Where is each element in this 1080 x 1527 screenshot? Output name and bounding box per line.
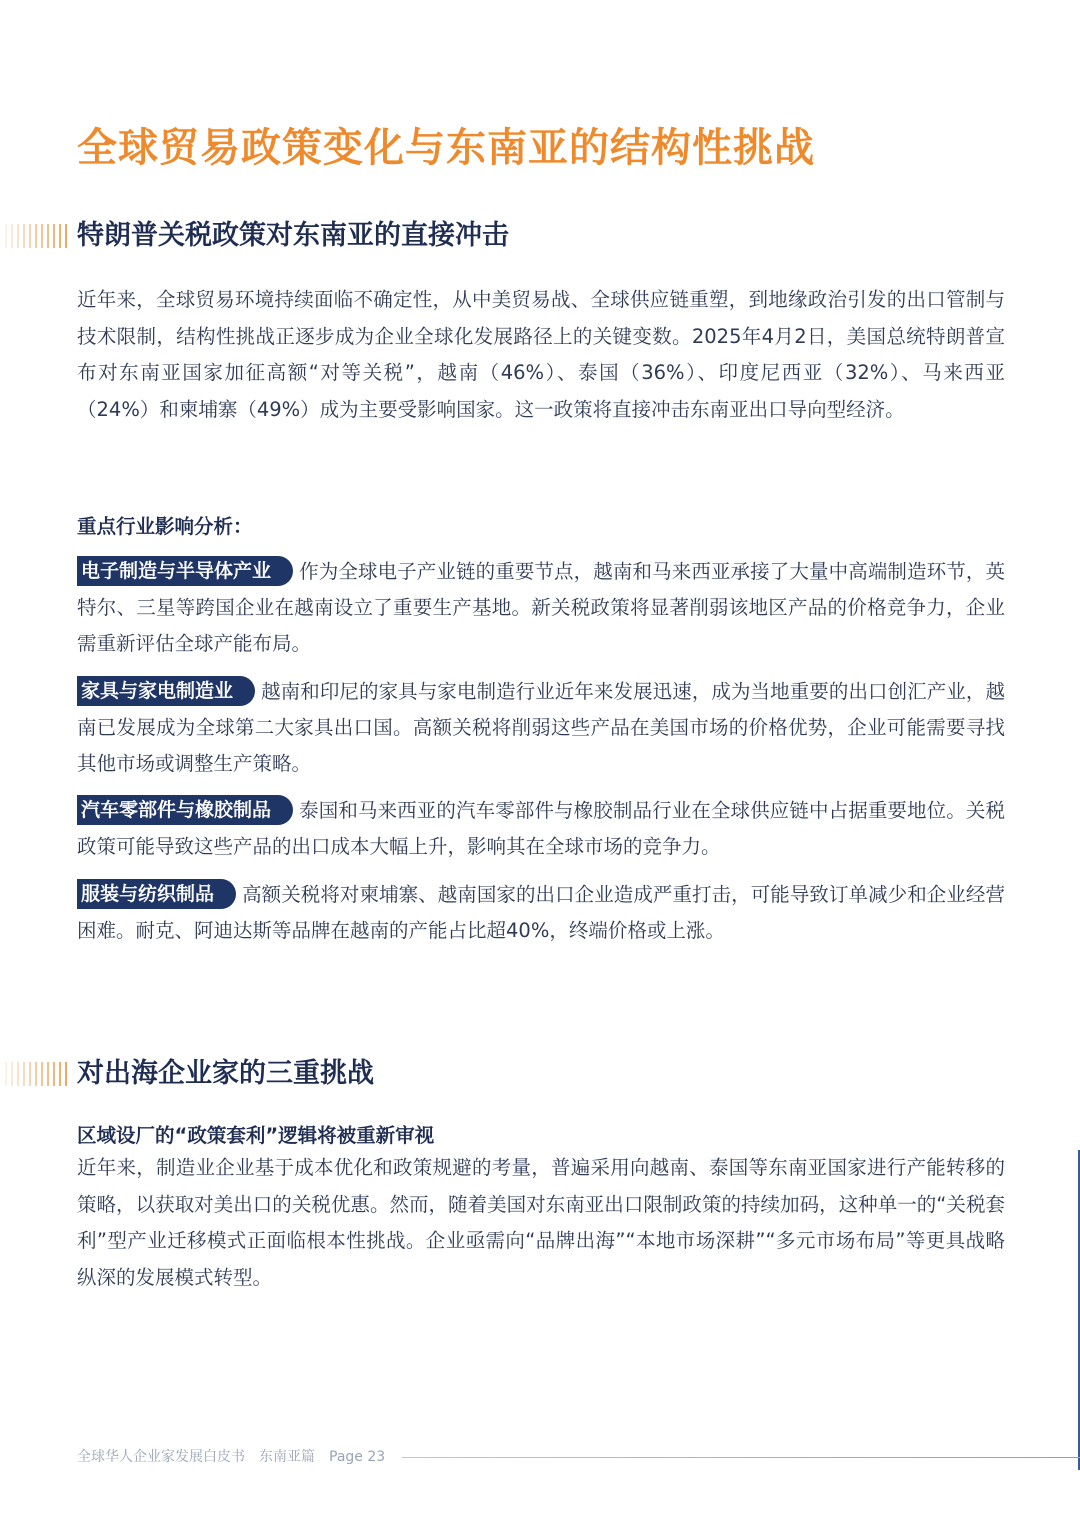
intro-paragraph: 近年来，全球贸易环境持续面临不确定性，从中美贸易战、全球供应链重塑，到地缘政治引发的出口管制与技术限制，结构性挑战正逐步成为企业全球化发展路径上的关键变数。2025年4月2日，美国总统特朗普宣布对东南亚国家加征高额“对等关税”，越南（46%）、泰国（36%）、印度尼西亚（32%）、马来西亚（24%）和柬埔寨（49%）成为主要受影响国家。这一政策将直接冲击东南亚出口导向型经济。 xyxy=(77,288,1005,421)
footer-divider xyxy=(402,1457,1080,1458)
footer-publication: 全球华人企业家发展白皮书 xyxy=(77,1449,245,1465)
industry-text-electronics: 作为全球电子产业链的重要节点，越南和马来西亚承接了大量中高端制造环节，英特尔、三星等跨国企业在越南设立了重要生产基地。新关税政策将显著削弱该地区产品的价格竞争力，企业需重新评估全球产能布局。 xyxy=(77,560,1005,655)
challenge-paragraph: 近年来，制造业企业基于成本优化和政策规避的考量，普遍采用向越南、泰国等东南亚国家进行产能转移的策略，以获取对美出口的关税优惠。然而，随着美国对东南亚出口限制政策的持续加码，这种单一的“关税套利”型产业迁移模式正面临根本性挑战。企业亟需向“品牌出海”“本地市场深耕”“多元市场布局”等更具战略纵深的发展模式转型。 xyxy=(77,1156,1005,1289)
industry-tag-furniture: 家具与家电制造业 xyxy=(77,676,255,706)
section-title-tariff-impact: 特朗普关税政策对东南亚的直接冲击 xyxy=(77,220,509,251)
industry-item-apparel xyxy=(77,877,1005,949)
stripes-decoration xyxy=(5,224,69,248)
industry-text-furniture: 越南和印尼的家具与家电制造行业近年来发展迅速，成为当地重要的出口创汇产业，越南已发展成为全球第二大家具出口国。高额关税将削弱这些产品在美国市场的价格优势，企业可能需要寻找其他市场或调整生产策略。 xyxy=(77,680,1005,775)
page-title: 全球贸易政策变化与东南亚的结构性挑战 xyxy=(77,125,815,171)
industry-tag-auto-parts: 汽车零部件与橡胶制品 xyxy=(77,795,293,825)
page-footer xyxy=(77,1446,399,1466)
industry-text-apparel: 高额关税将对柬埔寨、越南国家的出口企业造成严重打击，可能导致订单减少和企业经营困难。耐克、阿迪达斯等品牌在越南的产能占比超40%，终端价格或上涨。 xyxy=(77,883,1005,942)
industry-text-auto-parts: 泰国和马来西亚的汽车零部件与橡胶制品行业在全球供应链中占据重要地位。关税政策可能导致这些产品的出口成本大幅上升，影响其在全球市场的竞争力。 xyxy=(77,799,1005,858)
section-title-challenges: 对出海企业家的三重挑战 xyxy=(77,1058,374,1089)
industry-item-furniture xyxy=(77,674,1005,782)
footer-page-number: Page 23 xyxy=(329,1449,386,1465)
industry-tag-electronics: 电子制造与半导体产业 xyxy=(77,556,293,586)
challenge-subheading: 区域设厂的“政策套利”逻辑将被重新审视 xyxy=(77,1124,435,1147)
industry-tag-apparel: 服装与纺织制品 xyxy=(77,879,236,909)
analysis-label: 重点行业影响分析： xyxy=(77,515,253,538)
industry-item-auto-parts xyxy=(77,793,1005,865)
section-header-challenges xyxy=(0,1054,700,1094)
stripes-decoration xyxy=(5,1062,69,1086)
industry-item-electronics xyxy=(77,554,1005,662)
footer-chapter: 东南亚篇 xyxy=(259,1449,315,1465)
section-header-tariff-impact xyxy=(0,216,700,256)
